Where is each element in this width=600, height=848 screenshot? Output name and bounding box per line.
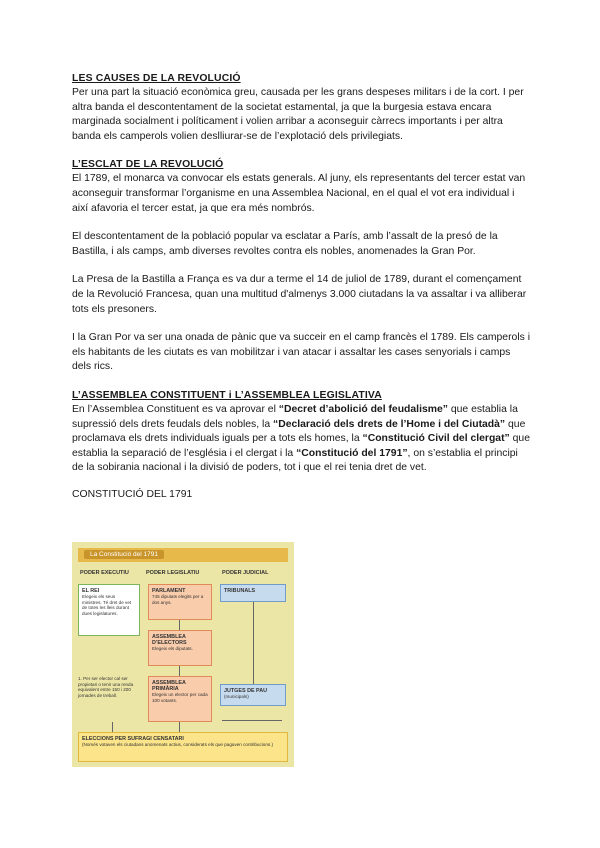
tribunals-box <box>220 584 286 602</box>
assemblea-electors-title: ASSEMBLEA D’ELECTORS <box>152 634 187 647</box>
tribunals-title: TRIBUNALS <box>224 588 256 594</box>
assemblea-primaria-text: Elegeix un elector per cada 100 votants. <box>152 692 208 703</box>
esclat-paragraph-3: La Presa de la Bastilla a França es va dur a terme el 14 de juliol de 1789, durant el començament de la Revolució Francesa, quan una multitud d'almenys 3.000 ciutadans la va assaltar i va alliberar tots els presoners. <box>72 274 527 315</box>
connector <box>179 722 180 732</box>
esclat-paragraph-1: El 1789, el monarca va convocar els estats generals. Al juny, els representants del tercer estat van aconseguir transformar l’organisme en una Assemblea Nacional, en el qual el vot era individual i així afavoria el tercer estat, ja que era més nombrós. <box>72 173 526 214</box>
causes-paragraph: Per una part la situació econòmica greu, causada per les grans despeses militars i de la cort. I per altra banda el descontentament de la societat estamental, ja que la burgesia estava encara marginada socialment i políticament i volien arribar a aconseguir càrrecs importants i per altra banda els camperols volien deslliurar-se de l’explotació dels privilegiats. <box>72 87 524 142</box>
connector <box>253 602 254 684</box>
connector <box>112 722 113 732</box>
eleccions-text: (Només votaven els ciutadans anomenats actius, considerats els que pagaven contribucions.) <box>82 742 274 748</box>
rei-box <box>78 584 140 636</box>
bold-run: “Decret d’abolició del feudalisme” <box>278 403 448 415</box>
parlament-title: PARLAMENT <box>152 588 186 594</box>
jutges-box <box>220 684 286 706</box>
section-heading-assemblea: L’ASSEMBLEA CONSTITUENT i L’ASSEMBLEA LEGISLATIVA <box>72 389 382 401</box>
jutges-title: JUTGES DE PAU <box>224 688 268 694</box>
connector <box>222 720 282 721</box>
bold-run: “Declaració dels drets de l’Home i del Ciutadà” <box>273 418 506 430</box>
esclat-paragraph-2: El descontentament de la població popular va esclatar a París, amb l’assalt de la presó de la Bastilla, i als camps, amb diverses revoltes contra els nobles, anomenades la Gran Por. <box>72 231 498 257</box>
assemblea-primaria-title: ASSEMBLEA PRIMÀRIA <box>152 680 186 693</box>
rei-title: EL REI <box>82 588 100 594</box>
jutges-text: (municipals) <box>224 694 249 700</box>
document-body <box>72 72 532 505</box>
connector <box>179 620 180 630</box>
eleccions-box <box>78 732 288 762</box>
column-judicial: PODER JUDICIAL <box>222 570 269 576</box>
eleccions-title: ELECCIONS PER SUFRAGI CENSATARI <box>82 736 184 742</box>
figure-caption: CONSTITUCIÓ DEL 1791 <box>72 488 193 500</box>
bold-run: “Constitució Civil del clergat” <box>362 433 510 445</box>
constitution-diagram <box>72 542 294 767</box>
assemblea-primaria-box <box>148 676 212 722</box>
parlament-box <box>148 584 212 620</box>
column-executiu: PODER EXECUTIU <box>80 570 129 576</box>
parlament-text: 745 diputats elegits per a dos anys. <box>152 594 204 605</box>
section-heading-esclat: L’ESCLAT DE LA REVOLUCIÓ <box>72 159 224 171</box>
text-run: , on s’establia el principi de la sobirania nacional i la divisió de poders, tot i que el rei tenia dret de vet. <box>72 447 518 474</box>
text-run: En l’Assemblea Constituent es va aprovar el <box>72 403 279 415</box>
assemblea-electors-text: Elegeix els diputats. <box>152 646 193 652</box>
bold-run: “Constitució del 1791” <box>296 447 408 459</box>
assemblea-paragraph <box>72 403 532 476</box>
text-run: que proclamava els drets individuals iguals per a tots els homes, la <box>72 418 526 445</box>
section-heading-causes: LES CAUSES DE LA REVOLUCIÓ <box>72 73 241 84</box>
rei-text: Elegeix els seus ministres. Té dret de vet de totes les lleis durant dues legislatures. <box>82 594 132 616</box>
column-legislatiu: PODER LEGISLATIU <box>146 570 200 576</box>
text-run: que establia la separació de l’església i el clergat i la <box>72 433 530 459</box>
esclat-paragraph-4: I la Gran Por va ser una onada de pànic que va succeir en el camp francès el 1789. Els camperols i els habitants de les ciutats es van mobilitzar i van atacar i assaltar les cases senyorials i camps dels rics. <box>72 332 531 373</box>
elector-note: 1. Per ser elector cal ser propietari o tenir una renda equivalent entre 150 i 200 jornades de treball. <box>78 676 134 698</box>
text-run: que establia la supressió dels drets feudals dels nobles, la <box>72 403 518 430</box>
connector <box>179 666 180 676</box>
diagram-banner-label: La Constitució del 1791 <box>84 550 164 559</box>
assemblea-electors-box <box>148 630 212 666</box>
